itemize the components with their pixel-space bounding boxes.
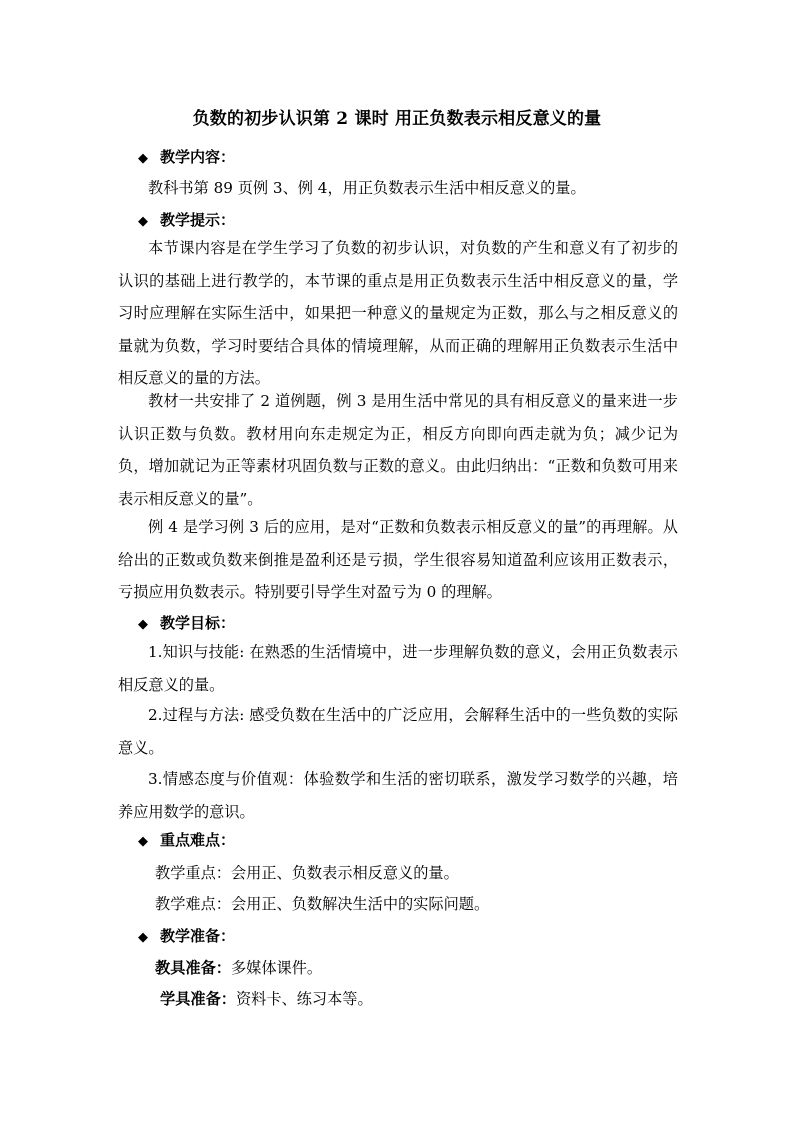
teacher-prep [155, 957, 322, 978]
tips-paragraph-2: 教材一共安排了 2 道例题，例 3 是用生活中常见的具有相反意义的量来进一步认识正数与负数。教材用向东走规定为正，相反方向即向西走就为负；减少记为负，增加就记为正等素材巩固负数与正数的意义。由此归纳出：“正数和负数可用来表示相反意义的量”。 [118, 392, 678, 508]
section-heading-label: 重点难点： [160, 831, 236, 849]
section-heading-tips [138, 209, 235, 230]
teacher-prep-value: 多媒体课件。 [230, 959, 323, 977]
tips-paragraph-1: 本节课内容是在学生学习了负数的初步认识，对负数的产生和意义有了初步的认识的基础上进行教学的，本节课的重点是用正负数表示生活中相反意义的量，学习时应理解在实际生活中，如果把一种意义的量规定为正数，那么与之相反意义的量就为负数，学习时要结合具体的情境理解，从而正确的理解用正负数表示生活中相反意义的量的方法。 [118, 239, 678, 388]
teaching-difficulty: 教学难点：会用正、负数解决生活中的实际问题。 [155, 895, 490, 913]
section-heading-label: 教学准备： [160, 927, 236, 945]
teacher-prep-label: 教具准备： [155, 959, 231, 977]
goal-2: 2.过程与方法: 感受负数在生活中的广泛应用，会解释生活中的一些负数的实际意义。 [118, 706, 678, 757]
document-title: 负数的初步认识第 2 课时 用正负数表示相反意义的量 [192, 109, 602, 129]
diamond-bullet-icon: ◆ [138, 930, 148, 945]
teaching-focus: 教学重点：会用正、负数表示相反意义的量。 [155, 864, 459, 882]
diamond-bullet-icon: ◆ [138, 617, 148, 632]
tips-paragraph-3: 例 4 是学习例 3 后的应用，是对“正数和负数表示相反意义的量”的再理解。从给出的正数或负数来倒推是盈利还是亏损，学生很容易知道盈利应该用正数表示，亏损应用负数表示。特别要引导学生对盈亏为 0 的理解。 [118, 518, 678, 602]
student-prep [160, 988, 373, 1009]
section-heading-label: 教学内容： [160, 148, 236, 166]
content-text: 教科书第 89 页例 3、例 4，用正负数表示生活中相反意义的量。 [148, 179, 586, 197]
section-heading-goals [138, 612, 235, 633]
student-prep-label: 学具准备： [160, 990, 236, 1008]
section-heading-content [138, 146, 235, 167]
section-heading-key-points [138, 829, 235, 850]
goal-3: 3.情感态度与价值观：体验数学和生活的密切联系，激发学习数学的兴趣，培养应用数学的意识。 [118, 770, 678, 821]
diamond-bullet-icon: ◆ [138, 151, 148, 166]
student-prep-value: 资料卡、练习本等。 [235, 990, 373, 1008]
diamond-bullet-icon: ◆ [138, 214, 148, 229]
section-heading-label: 教学目标： [160, 614, 236, 632]
section-heading-prep [138, 925, 235, 946]
diamond-bullet-icon: ◆ [138, 834, 148, 849]
goal-1: 1.知识与技能: 在熟悉的生活情境中，进一步理解负数的意义，会用正负数表示相反意义的量。 [118, 643, 678, 694]
section-heading-label: 教学提示： [160, 211, 236, 229]
